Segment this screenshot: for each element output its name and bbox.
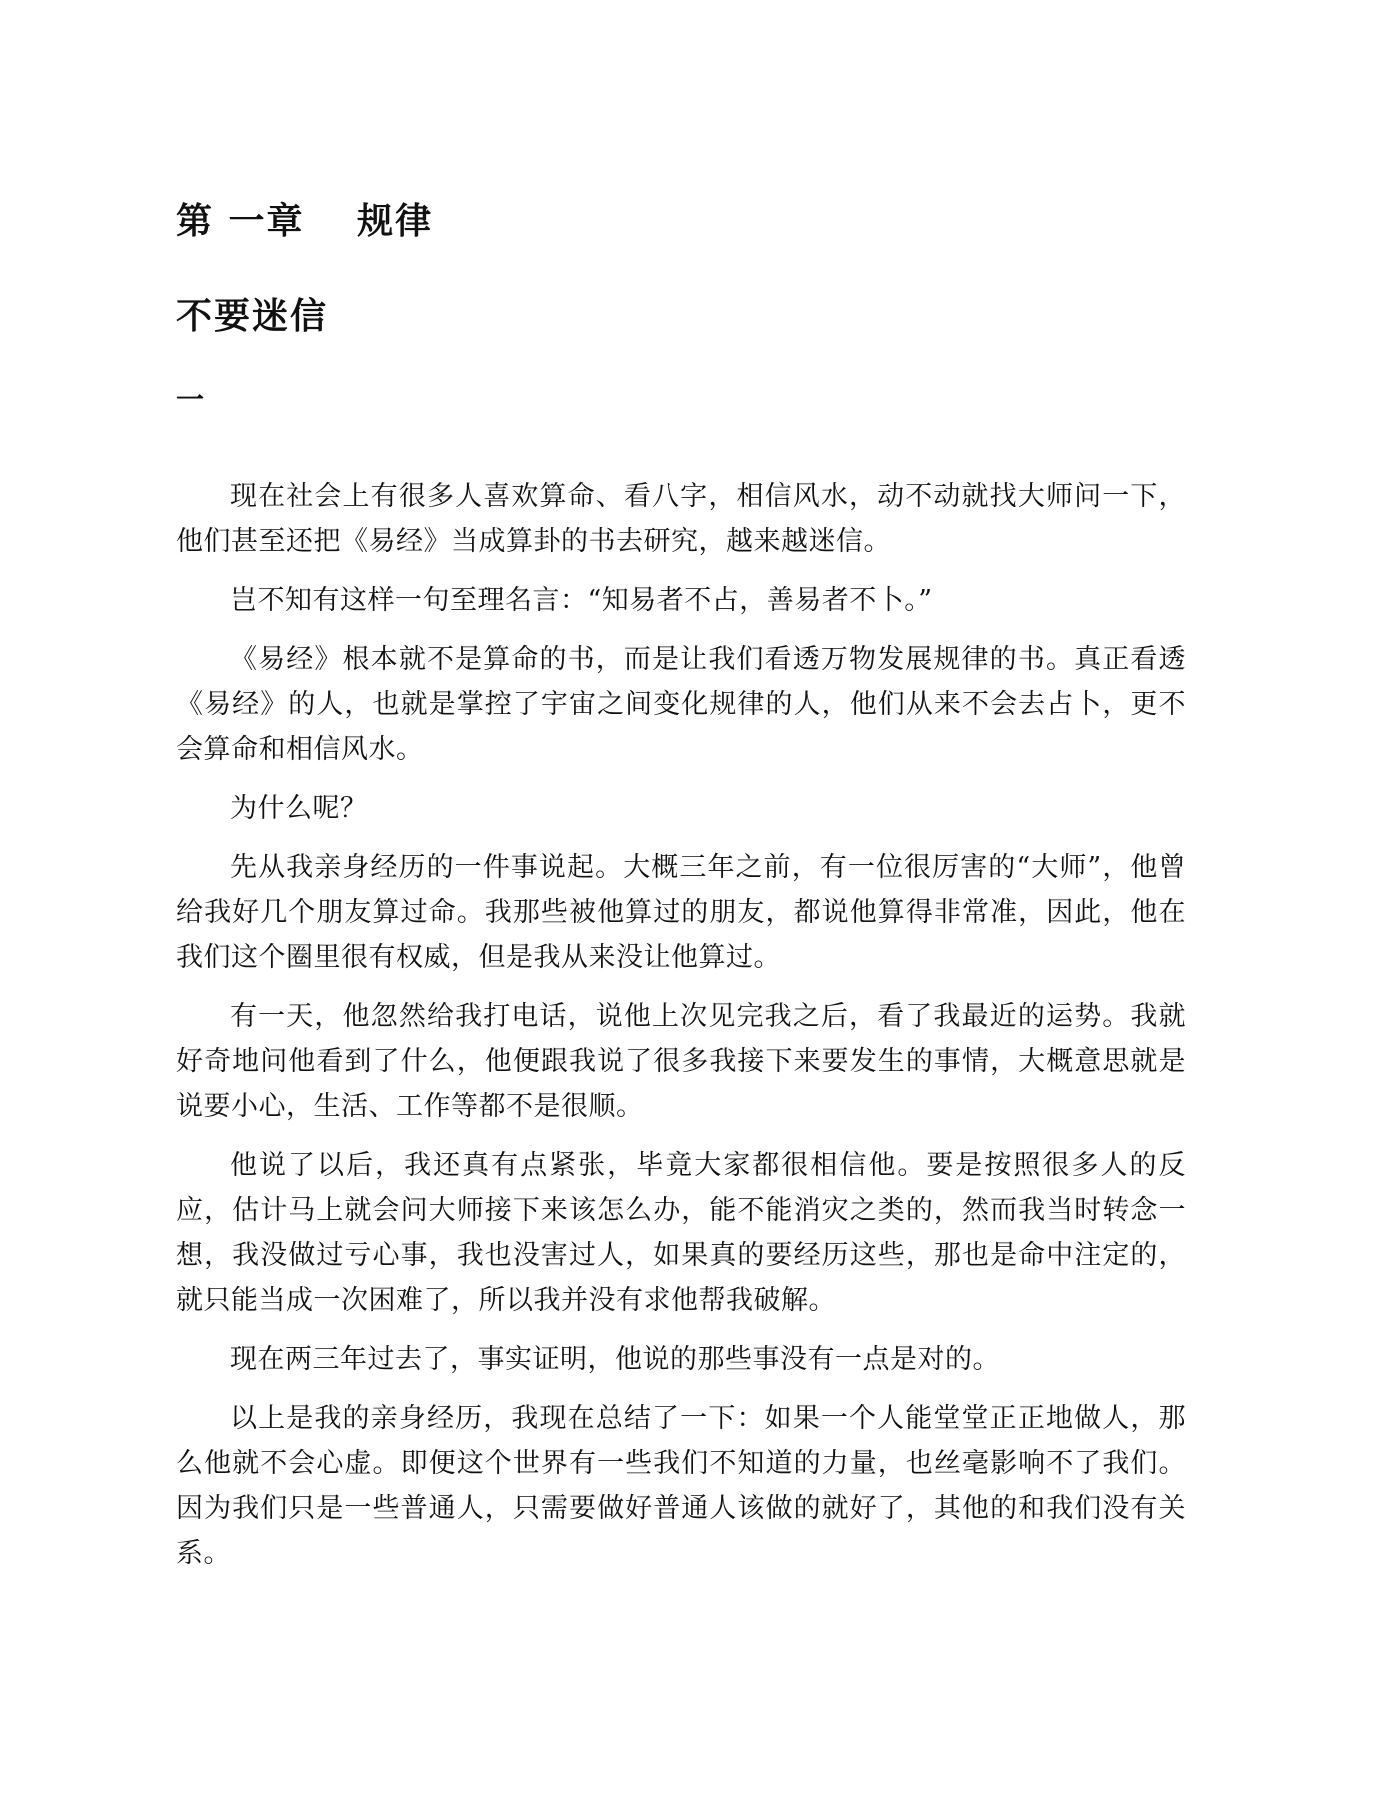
paragraph: 岂不知有这样一句至理名言：“知易者不占，善易者不卜。”	[230, 585, 933, 616]
paragraph: 现在两三年过去了，事实证明，他说的那些事没有一点是对的。	[230, 1344, 1000, 1375]
chapter-title: 第 一章 规律	[176, 200, 434, 242]
paragraph: 他说了以后，我还真有点紧张，毕竟大家都很相信他。要是按照很多人的反应，估计马上就会问大师接下来该怎么办，能不能消灾之类的，然而我当时转念一想，我没做过亏心事，我也没害过人，如果真的要经历这些，那也是命中注定的，就只能当成一次困难了，所以我并没有求他帮我破解。	[176, 1150, 1186, 1316]
paragraph: 有一天，他忽然给我打电话，说他上次见完我之后，看了我最近的运势。我就好奇地问他看到了什么，他便跟我说了很多我接下来要发生的事情，大概意思就是说要小心，生活、工作等都不是很顺。	[176, 1001, 1186, 1122]
section-title: 不要迷信	[176, 295, 329, 337]
paragraph: 《易经》根本就不是算命的书，而是让我们看透万物发展规律的书。真正看透《易经》的人，也就是掌控了宇宙之间变化规律的人，他们从来不会去占卜，更不会算命和相信风水。	[176, 644, 1186, 765]
paragraph: 先从我亲身经历的一件事说起。大概三年之前，有一位很厉害的“大师”，他曾给我好几个朋友算过命。我那些被他算过的朋友，都说他算得非常准，因此，他在我们这个圈里很有权威，但是我从来没让他算过。	[176, 852, 1186, 973]
body-text	[176, 474, 1186, 1590]
paragraph: 为什么呢？	[230, 793, 368, 824]
subsection-marker: 一	[176, 383, 205, 416]
paragraph: 以上是我的亲身经历，我现在总结了一下：如果一个人能堂堂正正地做人，那么他就不会心虚。即便这个世界有一些我们不知道的力量，也丝毫影响不了我们。因为我们只是一些普通人，只需要做好普通人该做的就好了，其他的和我们没有关系。	[176, 1403, 1186, 1569]
paragraph: 现在社会上有很多人喜欢算命、看八字，相信风水，动不动就找大师问一下，他们甚至还把《易经》当成算卦的书去研究，越来越迷信。	[176, 481, 1186, 557]
